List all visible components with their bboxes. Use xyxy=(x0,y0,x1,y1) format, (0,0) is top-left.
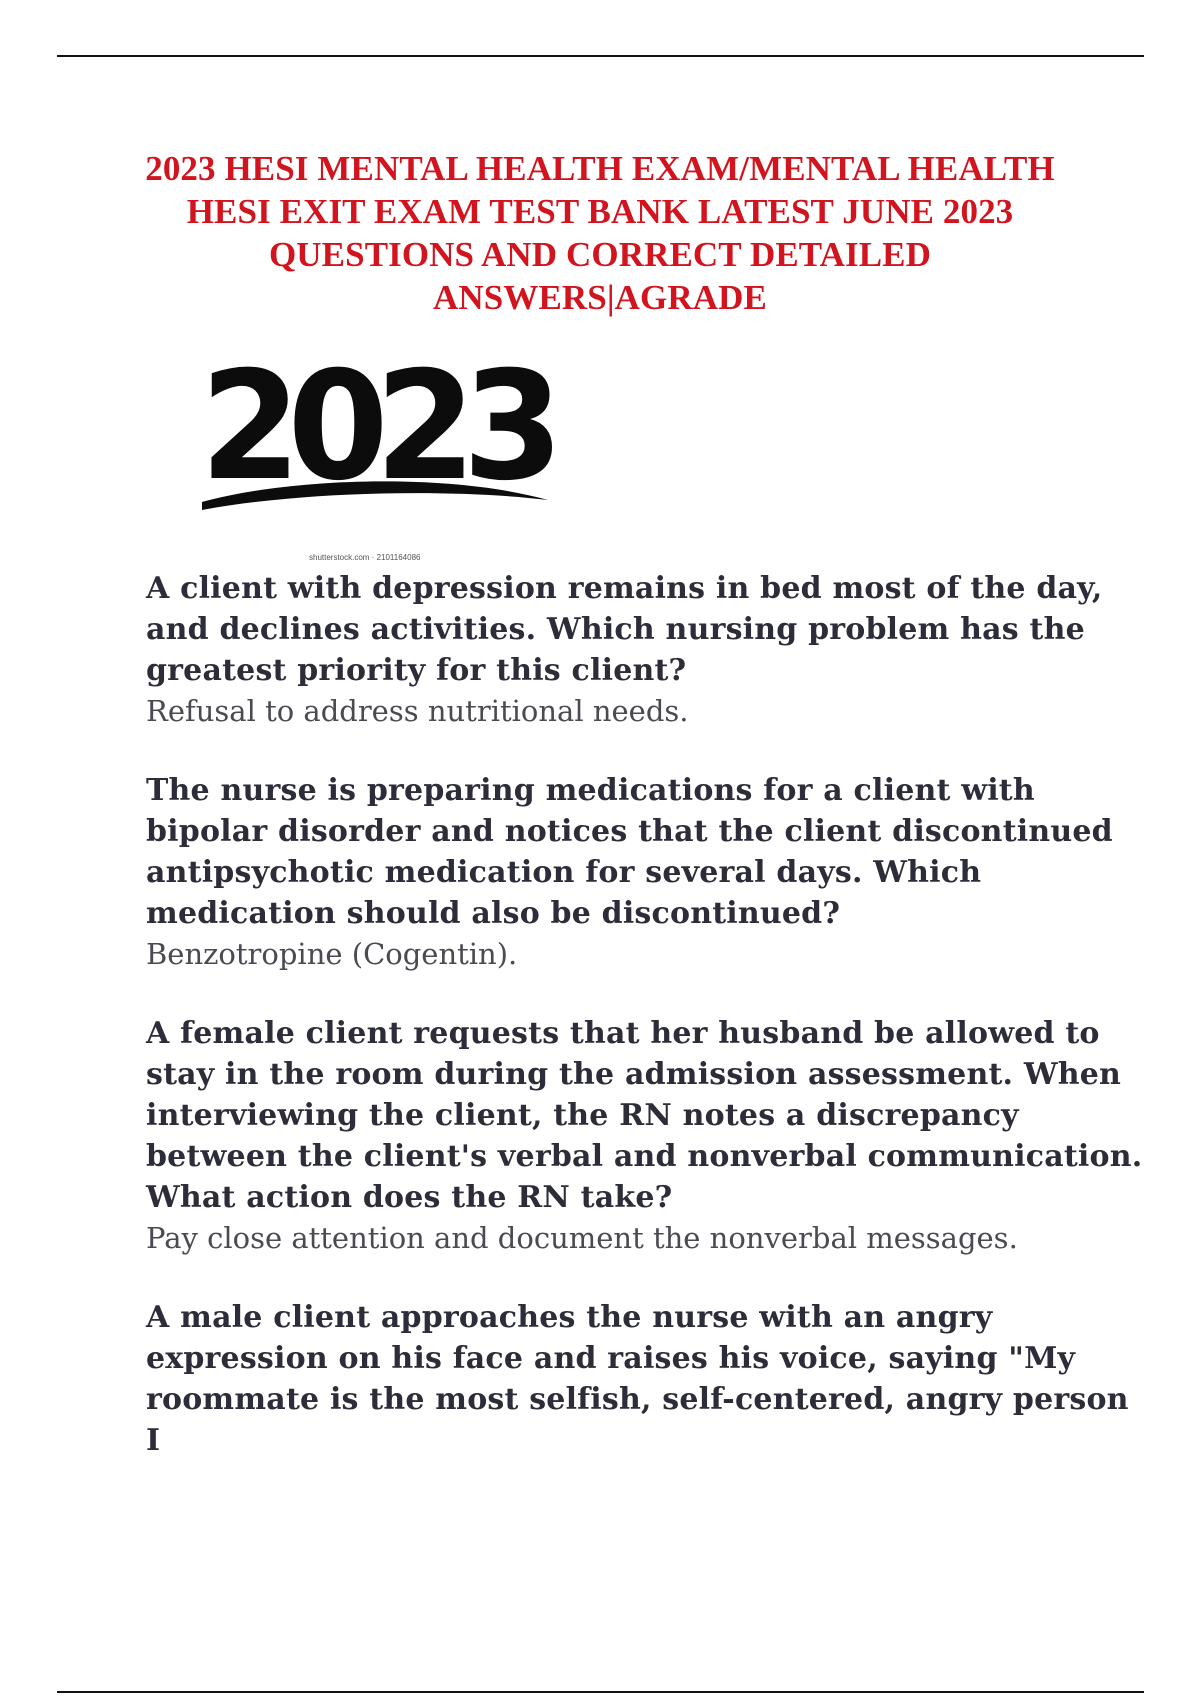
qa-item xyxy=(146,1297,1146,1461)
year-logo-image xyxy=(198,350,560,520)
top-rule xyxy=(57,55,1144,57)
year-logo-text: 2023 xyxy=(200,350,553,514)
qa-item xyxy=(146,770,1146,975)
qa-item xyxy=(146,1013,1146,1259)
qa-list xyxy=(146,568,1146,1499)
answer-text: Pay close attention and document the nonverbal messages. xyxy=(146,1221,1018,1255)
answer-text: Benzotropine (Cogentin). xyxy=(146,937,518,971)
document-title: 2023 HESI MENTAL HEALTH EXAM/MENTAL HEALTH HESI EXIT EXAM TEST BANK LATEST JUNE 2023 QUESTIONS AND CORRECT DETAILED ANSWERS|AGRADE xyxy=(145,149,1055,317)
bottom-rule xyxy=(57,1691,1144,1693)
answer-text: Refusal to address nutritional needs. xyxy=(146,694,689,728)
question-text: A client with depression remains in bed most of the day, and declines activities. Which nursing problem has the greatest priority for this client? xyxy=(146,571,1103,688)
question-text: The nurse is preparing medications for a client with bipolar disorder and notices that the client discontinued antipsychotic medication for several days. Which medication should also be discontinued? xyxy=(146,773,1113,931)
question-text: A male client approaches the nurse with an angry expression on his face and raises his voice, saying "My roommate is the most selfish, self-centered, angry person I xyxy=(146,1300,1129,1458)
qa-item xyxy=(146,568,1146,732)
question-text: A female client requests that her husband be allowed to stay in the room during the admission assessment. When interviewing the client, the RN notes a discrepancy between the client's verbal and nonverbal communication. What action does the RN take? xyxy=(146,1016,1143,1215)
stock-credit: shutterstock.com · 2101164086 xyxy=(309,553,421,562)
